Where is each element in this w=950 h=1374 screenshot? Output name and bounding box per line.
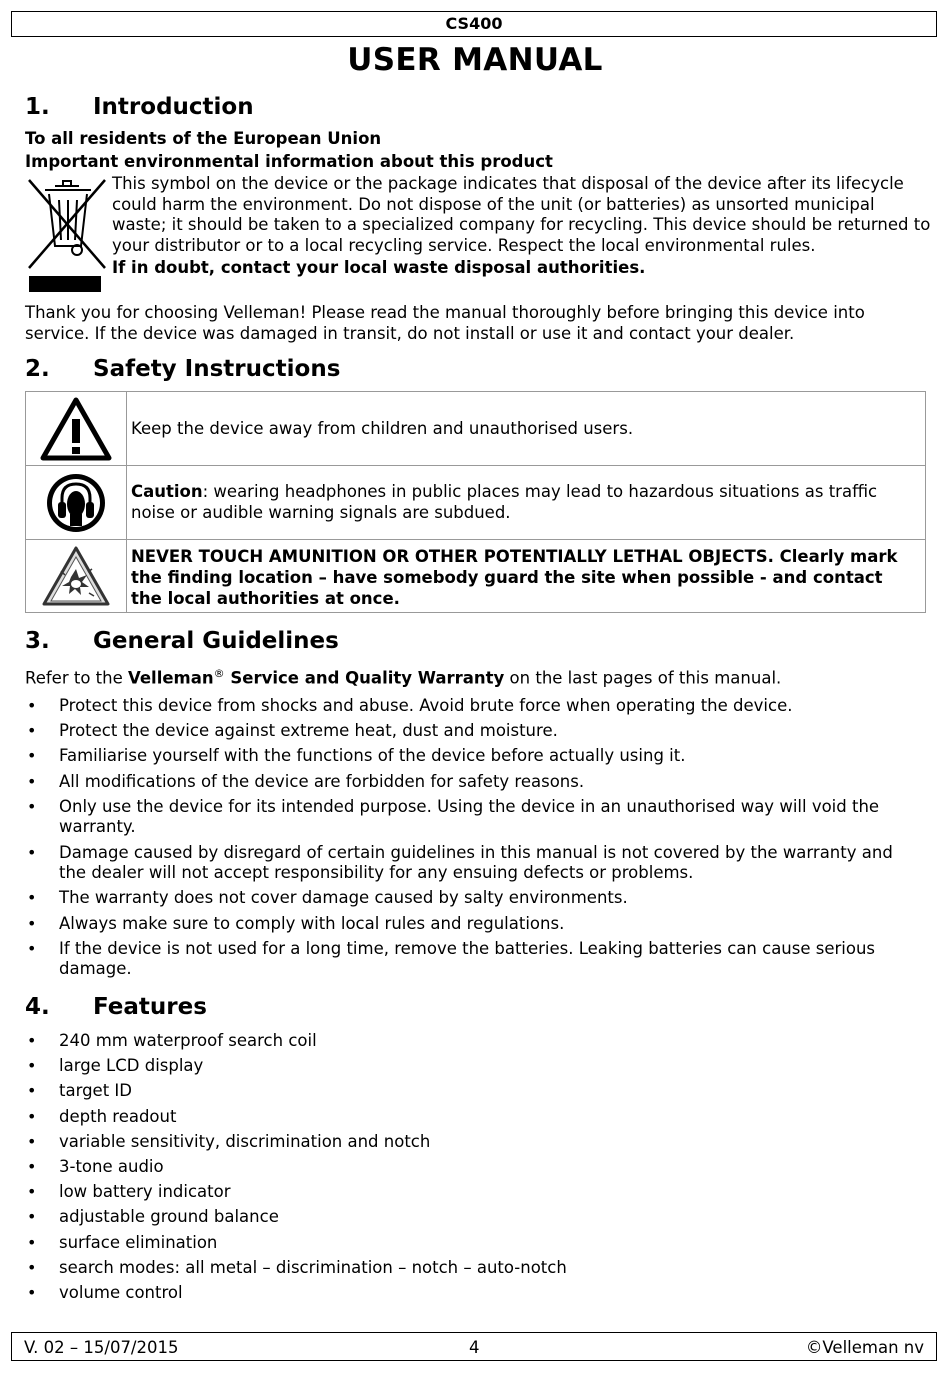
bullet-icon: • <box>27 1031 37 1050</box>
bullet-icon: • <box>27 696 37 715</box>
feature-item <box>25 1056 925 1077</box>
guideline-item <box>25 914 925 935</box>
list-item-text: Damage caused by disregard of certain guidelines in this manual is not covered by the warranty and the dealer will not accept responsibility for any ensuing defects or problems. <box>59 842 893 883</box>
feature-item <box>25 1157 925 1178</box>
section-title: Introduction <box>93 94 254 120</box>
section-title: Safety Instructions <box>93 356 341 382</box>
section-number: 2. <box>25 356 50 382</box>
safety-icon-cell <box>26 392 127 465</box>
warranty-reference <box>25 663 781 689</box>
list-item-text: 240 mm waterproof search coil <box>59 1031 317 1050</box>
guideline-item <box>25 939 925 980</box>
bullet-icon: • <box>27 1207 37 1227</box>
feature-item <box>25 1283 925 1304</box>
safety-icon-cell <box>26 540 127 612</box>
section-number: 4. <box>25 994 50 1020</box>
environmental-info <box>112 174 932 279</box>
list-item-text: low battery indicator <box>59 1182 231 1202</box>
feature-item <box>25 1107 925 1128</box>
caution-label: Caution <box>131 482 203 501</box>
bullet-icon: • <box>27 796 37 816</box>
guidelines-list <box>25 696 925 984</box>
bullet-icon: • <box>27 1081 37 1101</box>
bullet-icon: • <box>27 1156 37 1176</box>
section-number: 1. <box>25 94 50 120</box>
safety-text <box>131 481 905 523</box>
bullet-icon: • <box>27 1182 37 1202</box>
warning-triangle-icon <box>40 397 112 461</box>
page-header <box>11 11 937 37</box>
list-item-text: surface elimination <box>59 1232 218 1252</box>
guideline-item <box>25 797 925 838</box>
features-list <box>25 1031 925 1308</box>
bullet-icon: • <box>27 746 37 766</box>
bullet-icon: • <box>27 1106 37 1126</box>
feature-item <box>25 1258 925 1279</box>
page-number: 4 <box>469 1338 480 1357</box>
guideline-item <box>25 746 925 767</box>
list-item-text: All modifications of the device are forbidden for safety reasons. <box>59 771 585 791</box>
copyright: ©Velleman nv <box>805 1338 924 1357</box>
crossed-bin-icon <box>25 176 109 294</box>
bullet-icon: • <box>27 1257 37 1277</box>
caution-text: : wearing headphones in public places may lead to hazardous situations as traffic noise or audible warning signals are subdued. <box>131 482 878 522</box>
brand-name: Velleman <box>128 668 214 688</box>
bullet-icon: • <box>27 721 37 741</box>
list-item-text: Familiarise yourself with the functions of the device before actually using it. <box>59 746 686 766</box>
bullet-icon: • <box>27 938 37 958</box>
feature-item <box>25 1081 925 1102</box>
registered-mark: ® <box>213 667 225 680</box>
list-item-text: adjustable ground balance <box>59 1207 279 1227</box>
bullet-icon: • <box>27 1232 37 1252</box>
bullet-icon: • <box>27 842 37 862</box>
feature-item <box>25 1233 925 1254</box>
version-info: V. 02 – 15/07/2015 <box>24 1338 179 1357</box>
list-item-text: If the device is not used for a long time, remove the batteries. Leaking batteries can cause serious damage. <box>59 938 876 979</box>
feature-item <box>25 1132 925 1153</box>
list-item-text: The warranty does not cover damage caused by salty environments. <box>59 888 628 908</box>
warranty-ref-suffix: on the last pages of this manual. <box>504 668 782 688</box>
bullet-icon: • <box>27 1056 37 1076</box>
guideline-item <box>25 696 925 717</box>
feature-item <box>25 1182 925 1203</box>
list-item-text: Protect this device from shocks and abuse. Avoid brute force when operating the device. <box>59 696 793 715</box>
bullet-icon: • <box>27 888 37 908</box>
list-item-text: volume control <box>59 1282 183 1302</box>
section-heading-introduction <box>25 94 254 120</box>
section-number: 3. <box>25 628 50 654</box>
safety-icon-cell <box>26 466 127 539</box>
list-item-text: 3-tone audio <box>59 1156 164 1176</box>
disposal-advice: If in doubt, contact your local waste disposal authorities. <box>112 258 646 278</box>
list-item-text: variable sensitivity, discrimination and notch <box>59 1131 431 1151</box>
list-item-text: Always make sure to comply with local rules and regulations. <box>59 913 565 933</box>
warranty-name: Service and Quality Warranty <box>224 668 505 688</box>
warranty-ref-prefix: Refer to the <box>25 668 128 688</box>
list-item-text: search modes: all metal – discrimination – notch – auto-notch <box>59 1257 567 1277</box>
safety-row <box>26 466 925 540</box>
model-label: CS400 <box>445 14 503 33</box>
guideline-item <box>25 721 925 742</box>
safety-table <box>25 391 926 613</box>
bullet-icon: • <box>27 771 37 791</box>
list-item-text: Only use the device for its intended purpose. Using the device in an unauthorised way will void the warranty. <box>59 796 880 837</box>
safety-text: NEVER TOUCH AMUNITION OR OTHER POTENTIALLY LETHAL OBJECTS. Clearly mark the finding location – have somebody guard the site when possible - and contact the local authorities at once. <box>131 547 898 608</box>
environmental-text: This symbol on the device or the package indicates that disposal of the device after its lifecycle could harm the environment. Do not dispose of the unit (or batteries) as unsorted municipal waste; it should be taken to a specialized company for recycling. This device should be returned to your distributor or to a local recycling service. Respect the local environmental rules. <box>112 174 931 255</box>
list-item-text: large LCD display <box>59 1056 204 1076</box>
guideline-item <box>25 843 925 884</box>
thanks-line-1: Thank you for choosing Velleman! Please read the manual thoroughly before bringing this device into <box>25 303 865 322</box>
safety-text: Keep the device away from children and unauthorised users. <box>131 419 634 438</box>
feature-item <box>25 1207 925 1228</box>
safety-row <box>26 392 925 466</box>
safety-row <box>26 540 925 612</box>
eu-heading: To all residents of the European Union <box>25 129 382 148</box>
bullet-icon: • <box>27 1131 37 1151</box>
section-title: Features <box>93 994 207 1020</box>
page-footer <box>11 1332 937 1361</box>
feature-item <box>25 1031 925 1052</box>
headphones-icon <box>45 472 107 534</box>
guideline-item <box>25 772 925 793</box>
section-heading-features <box>25 994 207 1020</box>
env-heading: Important environmental information about this product <box>25 152 553 171</box>
section-title: General Guidelines <box>93 628 339 654</box>
document-title: USER MANUAL <box>347 42 603 78</box>
guideline-item <box>25 888 925 909</box>
bullet-icon: • <box>27 1282 37 1302</box>
explosive-hazard-icon <box>41 545 111 607</box>
section-heading-safety <box>25 356 340 382</box>
list-item-text: target ID <box>59 1081 132 1101</box>
list-item-text: Protect the device against extreme heat, dust and moisture. <box>59 721 558 741</box>
section-heading-guidelines <box>25 628 339 654</box>
thanks-line-2: service. If the device was damaged in transit, do not install or use it and contact your dealer. <box>25 324 795 343</box>
bullet-icon: • <box>27 913 37 933</box>
list-item-text: depth readout <box>59 1106 177 1126</box>
